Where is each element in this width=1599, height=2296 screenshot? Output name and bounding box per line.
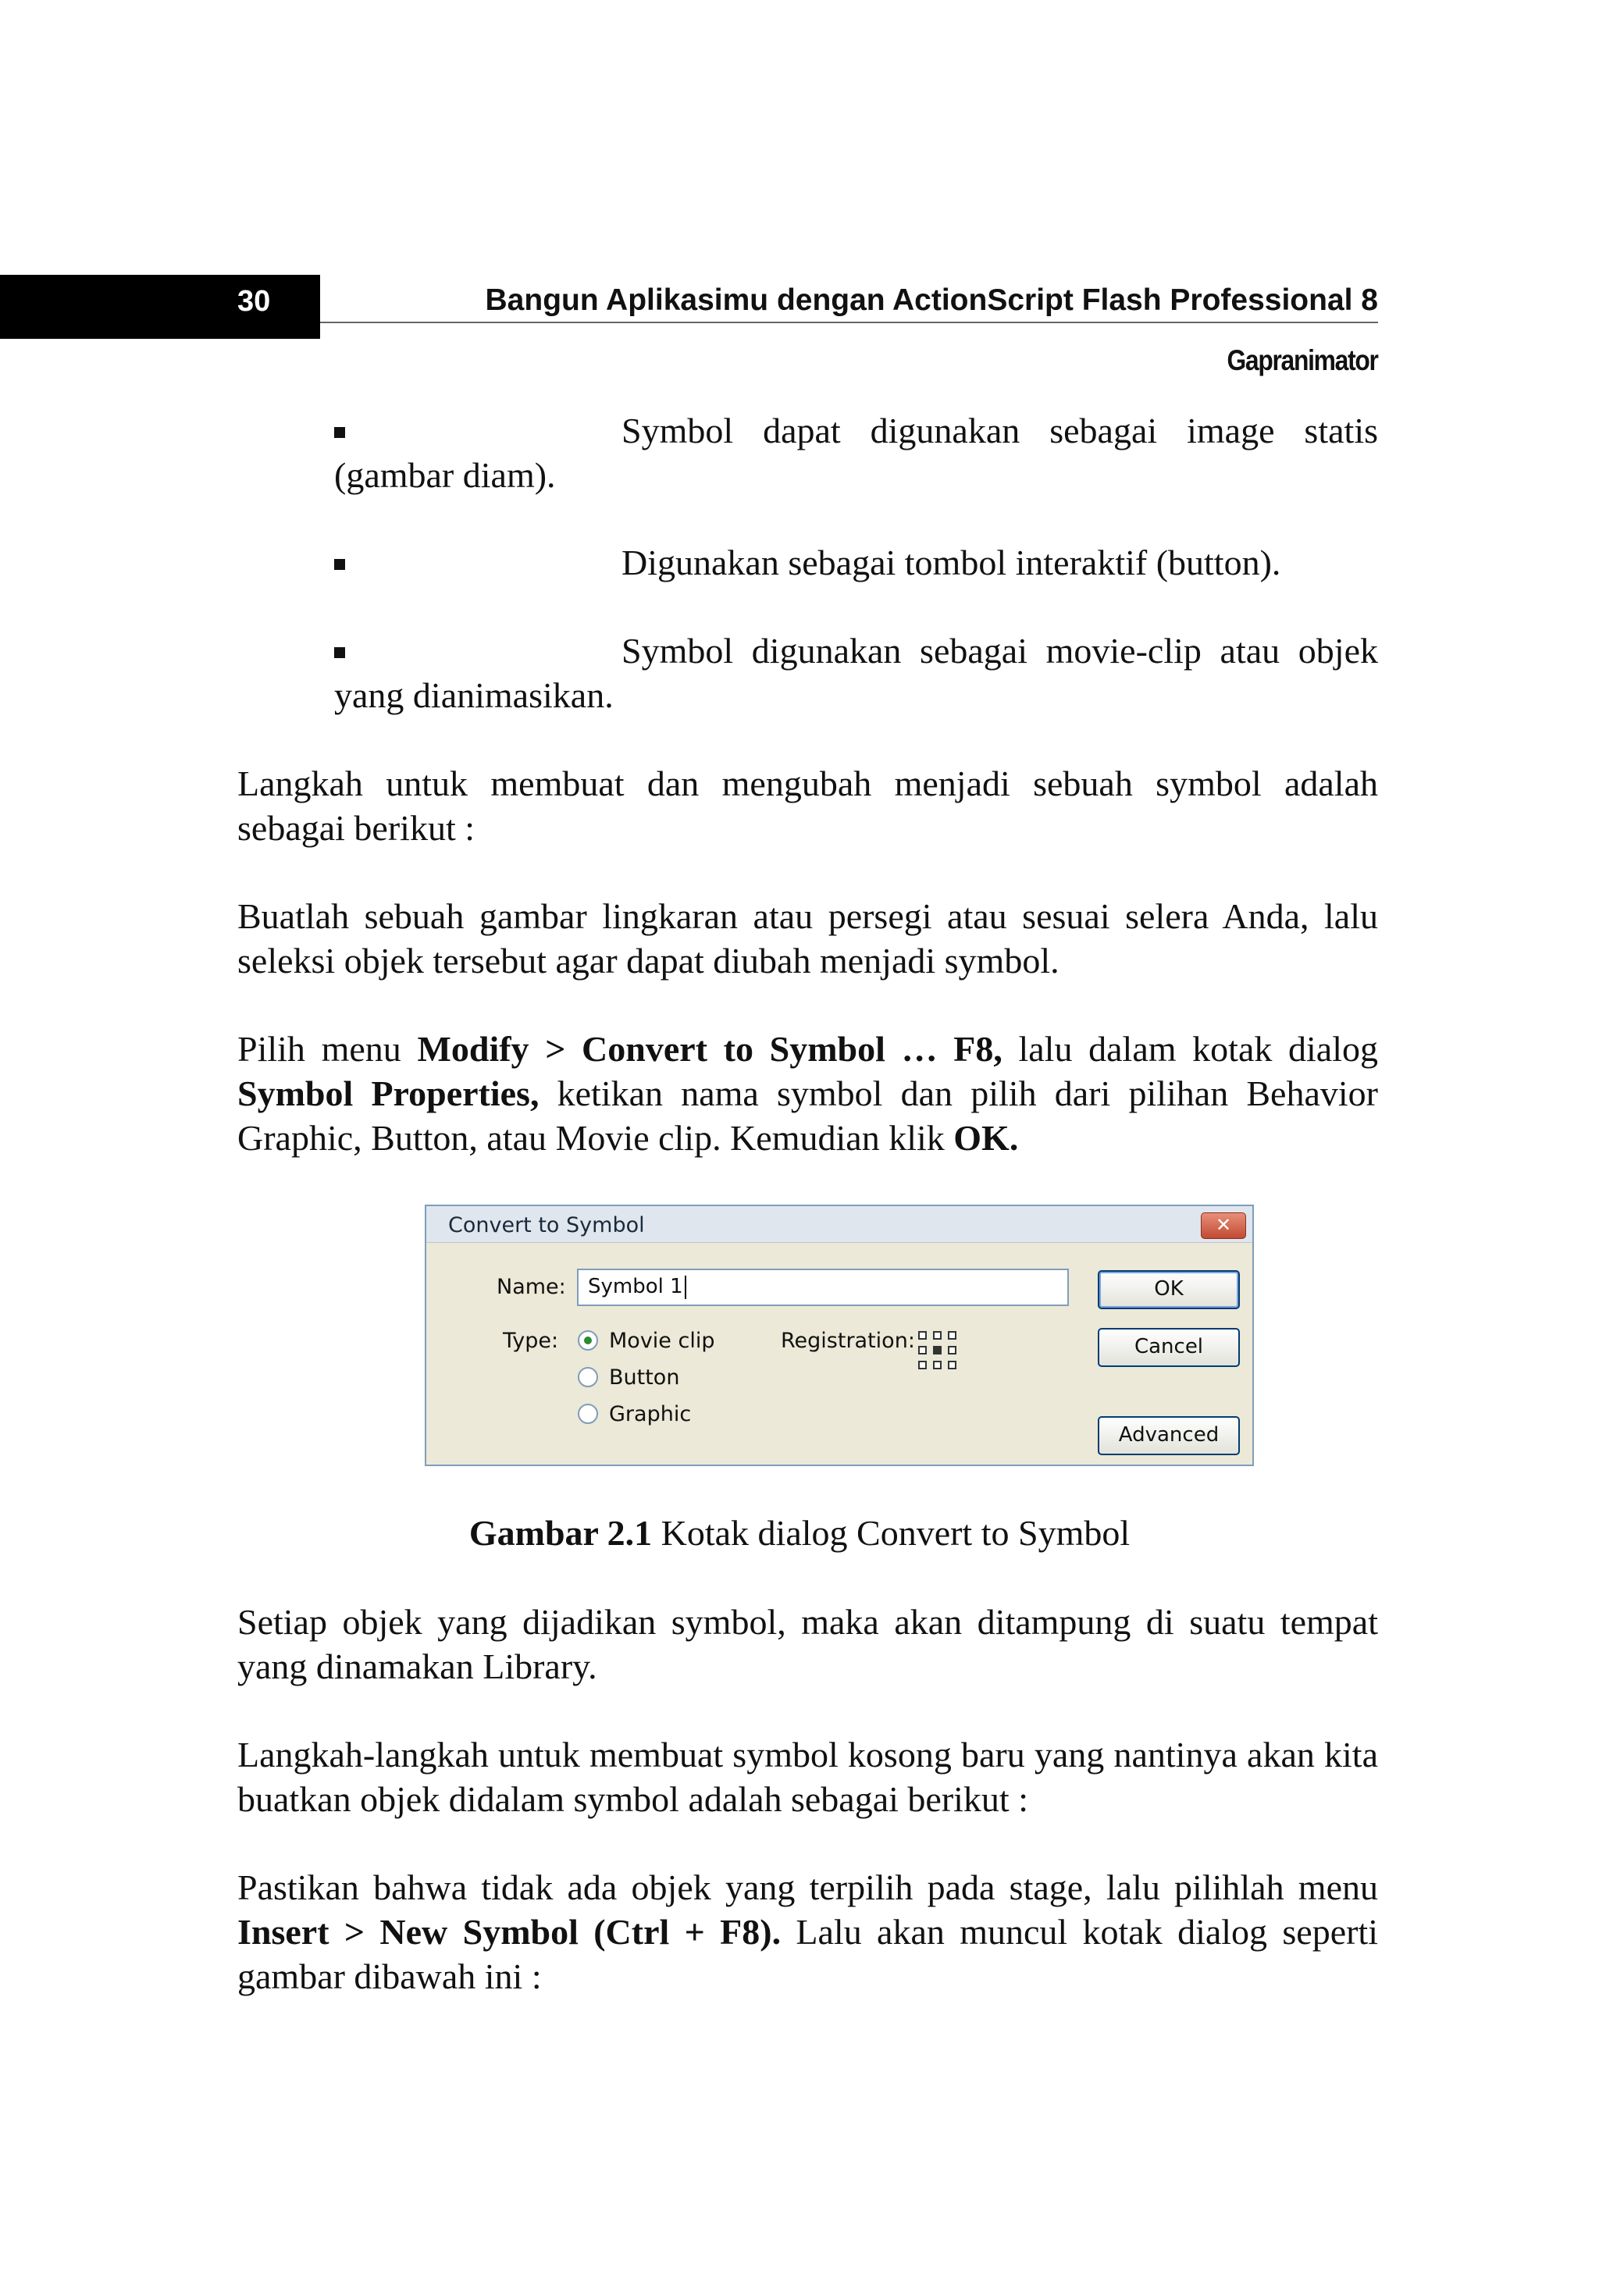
bullet-square-icon xyxy=(334,427,345,438)
ok-button[interactable]: OK xyxy=(1098,1270,1240,1309)
header-divider xyxy=(320,322,1378,323)
paragraph-convert-menu: Pilih menu Modify > Convert to Symbol … F8, lalu dalam kotak dialog Symbol Properties, ketikan nama symbol dan pilih dari pilihan Behavior Graphic, Button, atau Movie clip. Kemudian klik OK. xyxy=(237,1029,1378,1158)
registration-grid-icon[interactable] xyxy=(918,1331,959,1372)
bullet-item-3 xyxy=(334,628,1378,717)
bullet-text-line1: Symbol digunakan sebagai movie-clip atau objek xyxy=(621,631,1378,671)
bullet-square-icon xyxy=(334,559,345,570)
bullet-item-2 xyxy=(334,540,1378,585)
close-button[interactable]: ✕ xyxy=(1201,1212,1246,1239)
page-number: 30 xyxy=(237,285,271,318)
dialog-title: Convert to Symbol xyxy=(448,1213,645,1237)
author-name: Gapranimator xyxy=(1227,344,1378,376)
paragraph-library: Setiap objek yang dijadikan symbol, maka akan ditampung di suatu tempat yang dinamakan Library. xyxy=(237,1602,1378,1686)
text-caret xyxy=(685,1276,686,1299)
bullet-text-line2: yang dianimasikan. xyxy=(334,675,614,715)
symbol-name-input[interactable]: Symbol 1 xyxy=(577,1269,1069,1306)
page-number-bar xyxy=(0,275,320,339)
dialog-titlebar xyxy=(426,1206,1252,1243)
type-label: Type: xyxy=(503,1329,559,1353)
book-title: Bangun Aplikasimu dengan ActionScript Flash Professional 8 xyxy=(485,283,1378,317)
paragraph-new-symbol-steps: Langkah-langkah untuk membuat symbol kosong baru yang nantinya akan kita buatkan objek didalam symbol adalah sebagai berikut : xyxy=(237,1735,1378,1819)
name-label: Name: xyxy=(497,1275,566,1299)
paragraph-draw-shape: Buatlah sebuah gambar lingkaran atau persegi atau sesuai selera Anda, lalu seleksi objek tersebut agar dapat diubah menjadi symbol. xyxy=(237,896,1378,981)
bullet-text-line1: Digunakan sebagai tombol interaktif (button). xyxy=(621,543,1281,582)
convert-to-symbol-dialog: Convert to Symbol ✕ Name: Symbol 1 Type: Movie clip Button Graphic Registration: OK Cancel Advanced xyxy=(425,1205,1254,1466)
bullet-square-icon xyxy=(334,647,345,658)
figure-caption: Gambar 2.1 Kotak dialog Convert to Symbol xyxy=(468,1513,1131,1553)
radio-unselected-icon xyxy=(578,1367,598,1387)
radio-selected-icon xyxy=(578,1330,598,1351)
paragraph-steps-intro: Langkah untuk membuat dan mengubah menjadi sebuah symbol adalah sebagai berikut : xyxy=(237,764,1378,848)
paragraph-insert-menu: Pastikan bahwa tidak ada objek yang terpilih pada stage, lalu pilihlah menu Insert > New Symbol (Ctrl + F8). Lalu akan muncul kotak dialog seperti gambar dibawah ini : xyxy=(237,1867,1378,1996)
bullet-text-line1: Symbol dapat digunakan sebagai image statis xyxy=(621,411,1378,450)
bullet-text-line2: (gambar diam). xyxy=(334,455,556,495)
radio-unselected-icon xyxy=(578,1404,598,1424)
bullet-item-1 xyxy=(334,408,1378,497)
advanced-button[interactable]: Advanced xyxy=(1098,1416,1240,1455)
registration-label: Registration: xyxy=(781,1329,915,1353)
cancel-button[interactable]: Cancel xyxy=(1098,1328,1240,1367)
